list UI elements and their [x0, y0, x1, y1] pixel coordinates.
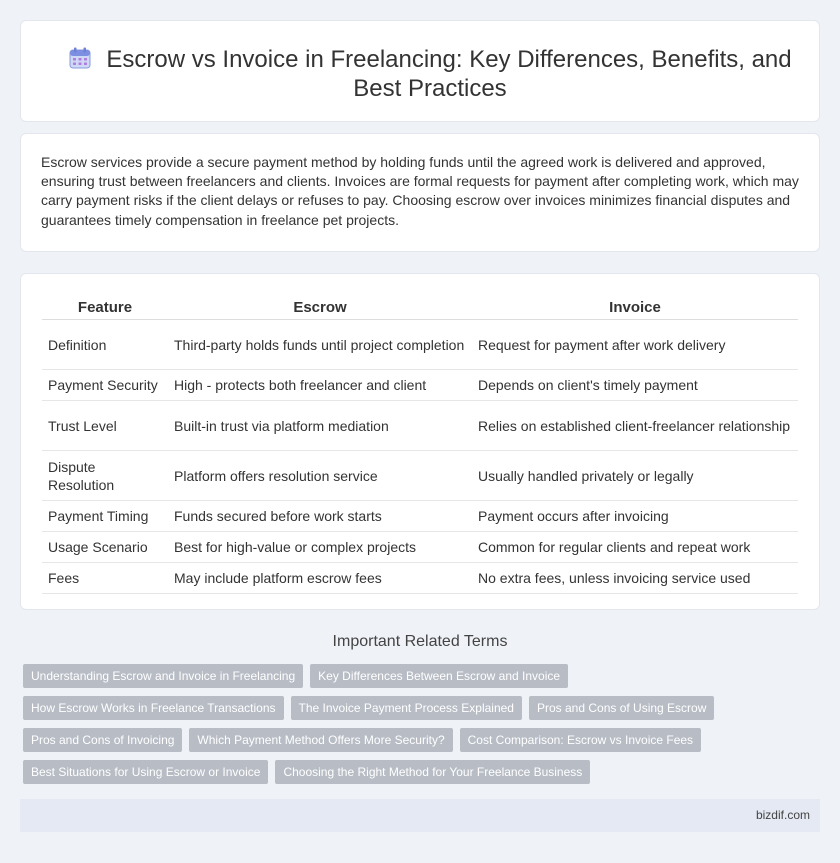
header-feature: Feature — [42, 295, 168, 320]
related-term-link[interactable]: Which Payment Method Offers More Security? — [189, 728, 452, 752]
footer-site-link[interactable]: bizdif.com — [755, 808, 810, 822]
header-escrow: Escrow — [168, 295, 472, 320]
table-cell: Fees — [42, 563, 168, 594]
table-row — [42, 320, 798, 370]
table-row — [42, 563, 798, 594]
table-cell: High - protects both freelancer and client — [168, 370, 472, 401]
table-cell: Definition — [42, 320, 168, 370]
calendar-icon — [68, 46, 92, 70]
related-term-link[interactable]: Understanding Escrow and Invoice in Freelancing — [23, 664, 303, 688]
related-term-link[interactable]: Best Situations for Using Escrow or Invoice — [23, 760, 268, 784]
table-cell: Platform offers resolution service — [168, 451, 472, 501]
table-cell: May include platform escrow fees — [168, 563, 472, 594]
table-cell: Common for regular clients and repeat work — [472, 532, 798, 563]
table-cell: Payment occurs after invoicing — [472, 501, 798, 532]
table-row — [42, 501, 798, 532]
table-cell: Request for payment after work delivery — [472, 320, 798, 370]
table-cell: Dispute Resolution — [42, 451, 168, 501]
page-title — [61, 45, 799, 103]
table-cell: Third-party holds funds until project completion — [168, 320, 472, 370]
tag-row — [23, 696, 823, 728]
title-card — [20, 20, 820, 122]
table-cell: Best for high-value or complex projects — [168, 532, 472, 563]
table-cell: Funds secured before work starts — [168, 501, 472, 532]
related-terms-list — [23, 664, 823, 792]
table-cell: Payment Timing — [42, 501, 168, 532]
intro-paragraph: Escrow services provide a secure payment method by holding funds until the agreed work is delivered and approved, ensuring trust between freelancers and clients. Invoices are formal requests for payment after completing work, which may carry payment risks if the client delays or refuses to pay. Choosing escrow over invoices minimizes financial disputes and guarantees timely compensation in freelance pet projects. — [41, 154, 799, 228]
tag-row — [23, 664, 823, 696]
table-cell: Usually handled privately or legally — [472, 451, 798, 501]
footer — [20, 799, 820, 832]
table-cell: Built-in trust via platform mediation — [168, 401, 472, 451]
intro-card — [20, 133, 820, 252]
comparison-table-card — [20, 273, 820, 610]
related-term-link[interactable]: Choosing the Right Method for Your Freelance Business — [275, 760, 590, 784]
related-term-link[interactable]: Pros and Cons of Invoicing — [23, 728, 182, 752]
table-cell: Payment Security — [42, 370, 168, 401]
table-cell: Trust Level — [42, 401, 168, 451]
table-row — [42, 451, 798, 501]
table-row — [42, 370, 798, 401]
table-cell: Depends on client's timely payment — [472, 370, 798, 401]
related-term-link[interactable]: The Invoice Payment Process Explained — [291, 696, 522, 720]
related-term-link[interactable]: Key Differences Between Escrow and Invoice — [310, 664, 568, 688]
header-invoice: Invoice — [472, 295, 798, 320]
table-cell: No extra fees, unless invoicing service used — [472, 563, 798, 594]
related-term-link[interactable]: Pros and Cons of Using Escrow — [529, 696, 714, 720]
table-cell: Usage Scenario — [42, 532, 168, 563]
comparison-table — [42, 295, 798, 594]
tag-row — [23, 728, 823, 760]
table-header-row — [42, 295, 798, 320]
related-term-link[interactable]: Cost Comparison: Escrow vs Invoice Fees — [460, 728, 701, 752]
table-cell: Relies on established client-freelancer relationship — [472, 401, 798, 451]
related-term-link[interactable]: How Escrow Works in Freelance Transactions — [23, 696, 284, 720]
tag-row — [23, 760, 823, 792]
related-terms-title: Important Related Terms — [332, 633, 508, 650]
page-title-text: Escrow vs Invoice in Freelancing: Key Differences, Benefits, and Best Practices — [106, 46, 792, 102]
table-row — [42, 401, 798, 451]
table-row — [42, 532, 798, 563]
